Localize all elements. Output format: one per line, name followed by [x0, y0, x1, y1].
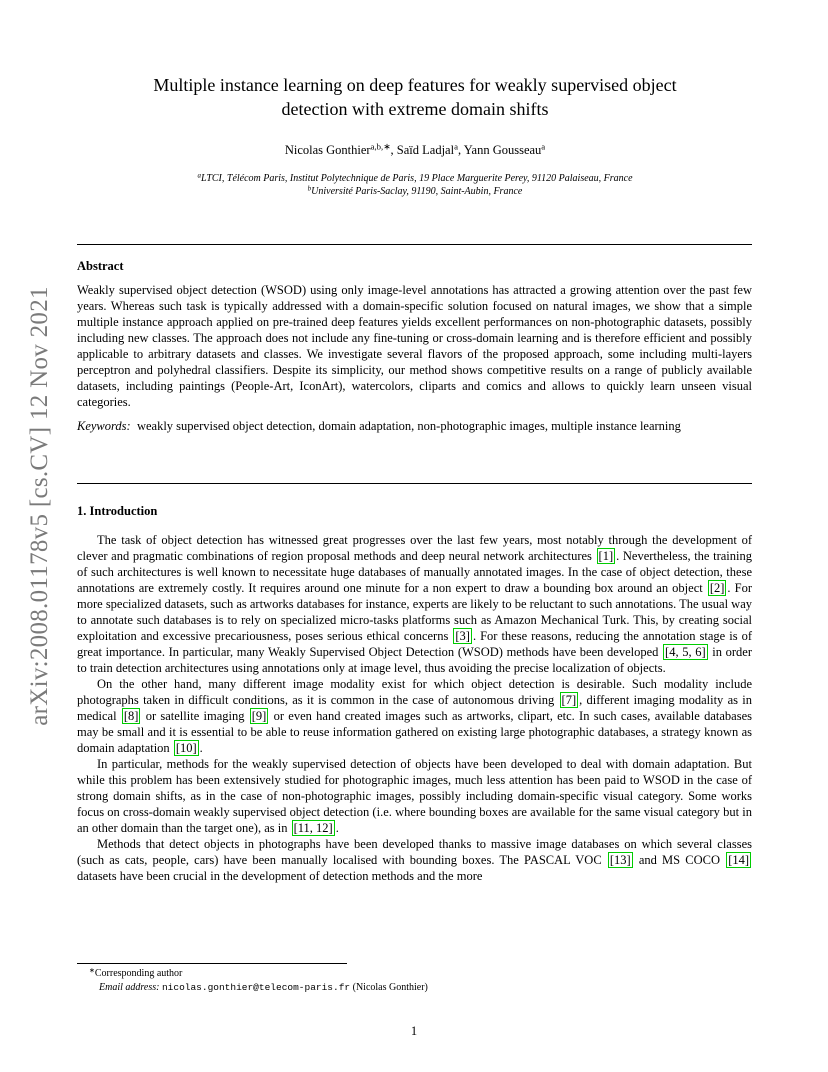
author-name: , Yann Gousseau: [457, 143, 542, 157]
keywords-text: weakly supervised object detection, domain adaptation, non-photographic images, multiple instance learning: [136, 419, 681, 433]
author-name: Nicolas Gonthier: [284, 143, 371, 157]
affiliations: [77, 172, 753, 198]
text-run: . Nevertheless, the training of such architectures is well known to necessitate huge databases of manually annotated images. In the case of object detection, these annotations are extremely costly. It requires around one minute for a non expert to draw a bounding box around an object: [77, 549, 752, 595]
title-line-2: detection with extreme domain shifts: [281, 99, 549, 119]
citation-link[interactable]: [14]: [728, 853, 750, 867]
intro-paragraph-4: [77, 836, 752, 884]
keywords: [77, 418, 752, 434]
arxiv-stamp: [25, 282, 55, 730]
affiliation-b: [77, 185, 753, 198]
footnote-corresponding-text: Corresponding author: [94, 968, 183, 979]
citation-link[interactable]: [13]: [609, 853, 631, 867]
footnote-mark: ∗: [89, 966, 95, 975]
keywords-label: Keywords:: [77, 419, 131, 433]
citation-link[interactable]: [1]: [598, 549, 614, 563]
citation-link[interactable]: [9]: [251, 709, 267, 723]
intro-paragraph-3: [77, 756, 752, 836]
text-run: in order to train detection architectures using annotations only at image level, thus avoiding the precise localization of objects.: [77, 645, 752, 675]
email-owner: (Nicolas Gonthier): [350, 982, 428, 993]
citation-link[interactable]: [8]: [123, 709, 139, 723]
author-affiliation-mark: a,b,∗: [370, 141, 391, 152]
text-run: or satellite imaging: [141, 709, 249, 723]
text-run: Methods that detect objects in photographs have been developed thanks to massive image databases on which several classes (such as cats, people, cars) have been manually localised with bounding boxes. The PASCAL VOC: [77, 837, 752, 867]
footnote-corresponding: [77, 967, 752, 981]
citation-link[interactable]: [11, 12]: [293, 821, 333, 835]
email-label: Email address:: [99, 982, 160, 993]
citation-link[interactable]: [3]: [455, 629, 470, 643]
affiliation-a-mark: a: [197, 171, 201, 180]
author-list: [77, 143, 753, 158]
text-run: .: [199, 741, 203, 755]
arxiv-stamp-text: arXiv:2008.01178v5 [cs.CV] 12 Nov 2021: [26, 286, 53, 726]
text-run: .: [335, 821, 339, 835]
affiliation-a: [77, 172, 753, 185]
abstract-text: Weakly supervised object detection (WSOD) using only image-level annotations has attracted a growing attention over the past few years. Whereas such task is typically addressed with a domain-specific solution focused on natural images, we show that a simple multiple instance approach applied on pre-trained deep features yields excellent performances on non-photographic datasets, possibly including new classes. The approach does not include any fine-tuning or cross-domain learning and is therefore efficient and possibly applicable to arbitrary datasets and classes. We investigate several flavors of the proposed approach, some including multi-layers perceptron and polyhedral classifiers. Despite its simplicity, our method shows competitive results on a range of publicly available datasets, including paintings (People-Art, IconArt), watercolors, cliparts and comics and allows to quickly learn unseen visual categories.: [77, 283, 752, 409]
text-run: The task of object detection has witnessed great progresses over the last few years, most notably through the development of clever and pragmatic combinations of region proposal methods and deep neural network architectures: [77, 533, 752, 563]
paper-title: [77, 73, 753, 121]
title-line-1: Multiple instance learning on deep features for weakly supervised object: [153, 75, 677, 95]
introduction-body: [77, 532, 752, 884]
footnote-rule: [77, 963, 347, 964]
intro-paragraph-1: [77, 532, 752, 676]
affiliation-b-text: Université Paris-Saclay, 91190, Saint-Aubin, France: [311, 186, 523, 197]
text-run: , different imaging modality as in medical: [77, 693, 752, 723]
abstract-top-rule: [77, 244, 752, 245]
intro-paragraph-2: [77, 676, 752, 756]
citation-link[interactable]: [4, 5, 6]: [665, 645, 706, 659]
text-run: . For more specialized datasets, such as artworks databases for instance, experts are likely to be reluctant to such annotations. The usual way to annotate such databases is to rely on specialized micro-tasks platforms such as Amazon Mechanical Turk. This, by creating social exploitation and excessive precariousness, poses serious ethical concerns: [77, 581, 752, 643]
footnote-email: [77, 981, 752, 995]
citation-link[interactable]: [7]: [561, 693, 577, 707]
abstract-body: [77, 282, 752, 434]
text-run: . For these reasons, reducing the annotation stage is of great importance. In particular, many Weakly Supervised Object Detection (WSOD) methods have been developed: [77, 629, 752, 659]
affiliation-b-mark: b: [307, 184, 312, 193]
text-run: On the other hand, many different image modality exist for which object detection is desirable. Such modality include photographs taken in difficult conditions, as it is common in the case of autonomous driving: [77, 677, 752, 707]
text-run: In particular, methods for the weakly supervised detection of objects have been developed to deal with domain adaptation. But while this problem has been extensively studied for photographic images, much less attention has been paid to WSOD in the case of strong domain shifts, as in the case of non-photographic images, possibly including domain-specific visual category. Some works focus on cross-domain weakly supervised object detection (i.e. where bounding boxes are available for the same visual category but in an other domain than the target one), as in: [77, 757, 752, 835]
page-number: 1: [410, 1024, 418, 1038]
affiliation-a-text: LTCI, Télécom Paris, Institut Polytechnique de Paris, 19 Place Marguerite Perey, 91120 Palaiseau, France: [200, 173, 633, 184]
author-affiliation-mark: a: [454, 141, 458, 152]
author-affiliation-mark: a: [541, 141, 546, 152]
abstract-heading: Abstract: [77, 259, 124, 273]
email-address-link[interactable]: nicolas.gonthier@telecom-paris.fr: [161, 982, 351, 993]
citation-link[interactable]: [10]: [175, 741, 197, 755]
section-heading-introduction: 1. Introduction: [77, 504, 158, 518]
citation-link[interactable]: [2]: [709, 581, 725, 595]
text-run: and MS COCO: [633, 853, 726, 867]
text-run: datasets have been crucial in the development of detection methods and the more: [77, 869, 483, 883]
text-run: or even hand created images such as artworks, clipart, etc. In such cases, available databases may be small and it is essential to be able to reuse information gathered on existing large photographic databases, a strategy known as domain adaptation: [77, 709, 752, 755]
author-name: , Saïd Ladjal: [390, 143, 455, 157]
abstract-bottom-rule: [77, 483, 752, 484]
footnote: [77, 967, 752, 995]
